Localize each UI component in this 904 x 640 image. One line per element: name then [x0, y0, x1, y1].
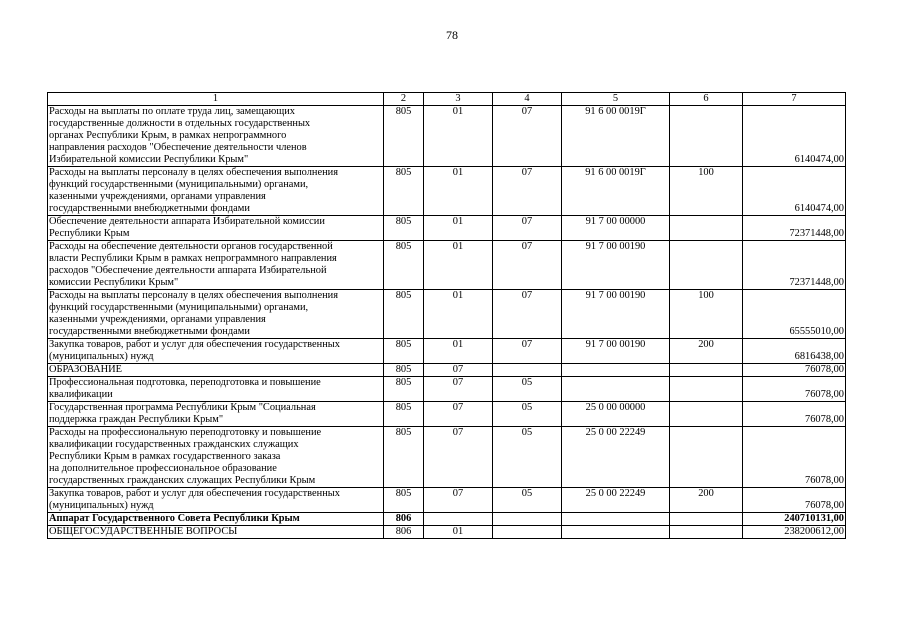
table-body: [48, 93, 846, 539]
cell-subsection-text: 07: [521, 167, 533, 178]
page-number: 78: [446, 28, 458, 42]
cell-subsection-text: 07: [521, 241, 533, 252]
cell-subsection: [493, 488, 562, 513]
cell-expense-type: [670, 216, 743, 241]
cell-subsection: [493, 364, 562, 377]
cell-subsection-text: 07: [521, 106, 533, 117]
table-row: [48, 290, 846, 339]
cell-expense-type: [670, 167, 743, 216]
cell-description-text: Аппарат Государственного Совета Республики Крым: [49, 513, 300, 524]
cell-description: [48, 402, 384, 427]
cell-amount: [743, 241, 846, 290]
cell-subsection: [493, 167, 562, 216]
table-row: [48, 526, 846, 539]
cell-section-text: 01: [452, 167, 464, 178]
cell-section-text: 07: [452, 402, 464, 413]
cell-ministry-code: [384, 167, 424, 216]
cell-section: [424, 241, 493, 290]
cell-amount-text: 76078,00: [805, 475, 844, 486]
table-row: [48, 377, 846, 402]
cell-section: [424, 526, 493, 539]
cell-description-text: ОБЩЕГОСУДАРСТВЕННЫЕ ВОПРОСЫ: [49, 526, 238, 537]
cell-expense-type-text: 100: [698, 167, 714, 178]
cell-expense-type: [670, 339, 743, 364]
cell-ministry-code: [384, 216, 424, 241]
cell-ministry-code-text: 805: [395, 106, 412, 117]
table-row: [48, 216, 846, 241]
cell-target-article-text: 91 7 00 00190: [585, 241, 646, 252]
cell-section-text: 07: [452, 377, 464, 388]
cell-expense-type: [670, 377, 743, 402]
cell-ministry-code: [384, 402, 424, 427]
cell-amount: [743, 290, 846, 339]
table-row: [48, 488, 846, 513]
cell-amount-text: 72371448,00: [789, 228, 844, 239]
cell-amount: [743, 488, 846, 513]
cell-target-article-text: 25 0 00 00000: [585, 402, 646, 413]
cell-description-text: Расходы на обеспечение деятельности органов государственной власти Республики Крым в рамках непрограммного направления расходов "Обеспечение деятельности аппарата Избирательной комиссии Республики Крым": [49, 241, 337, 288]
cell-amount-text: 65555010,00: [789, 326, 844, 337]
cell-ministry-code: [384, 106, 424, 167]
cell-subsection-text: 05: [521, 402, 533, 413]
cell-section: [424, 513, 493, 526]
header-col-7: 7: [743, 93, 846, 106]
cell-section: [424, 106, 493, 167]
cell-amount: [743, 427, 846, 488]
cell-amount: [743, 377, 846, 402]
table-row: [48, 402, 846, 427]
header-col-4: 4: [493, 93, 562, 106]
cell-ministry-code-text: 805: [395, 402, 412, 413]
cell-target-article: [562, 364, 670, 377]
cell-amount-text: 240710131,00: [784, 513, 844, 524]
cell-section: [424, 427, 493, 488]
table-row: [48, 364, 846, 377]
cell-section: [424, 402, 493, 427]
cell-subsection-text: 05: [521, 377, 533, 388]
cell-ministry-code-text: 805: [395, 167, 412, 178]
cell-section: [424, 488, 493, 513]
cell-description-text: Расходы на выплаты по оплате труда лиц, замещающих государственные должности в отдельных государственных органах Республики Крым, в рамках непрограммного направления расходов "Обеспечение деятельности членов Избирательной комиссии Республики Крым": [49, 106, 311, 165]
cell-description: [48, 488, 384, 513]
cell-subsection: [493, 241, 562, 290]
cell-expense-type: [670, 290, 743, 339]
cell-section: [424, 377, 493, 402]
cell-ministry-code-text: 805: [395, 290, 412, 301]
cell-ministry-code: [384, 488, 424, 513]
budget-table: [47, 92, 846, 539]
cell-target-article: [562, 526, 670, 539]
cell-amount: [743, 402, 846, 427]
cell-amount-text: 72371448,00: [789, 277, 844, 288]
cell-ministry-code: [384, 427, 424, 488]
cell-ministry-code-text: 805: [395, 216, 412, 227]
cell-description-text: Профессиональная подготовка, переподготовка и повышение квалификации: [49, 377, 321, 400]
cell-section-text: 01: [452, 290, 464, 301]
cell-expense-type: [670, 402, 743, 427]
cell-section: [424, 167, 493, 216]
cell-section-text: 01: [452, 106, 464, 117]
cell-ministry-code-text: 805: [395, 339, 412, 350]
cell-amount: [743, 106, 846, 167]
cell-section: [424, 364, 493, 377]
cell-subsection: [493, 402, 562, 427]
cell-target-article: [562, 377, 670, 402]
cell-target-article-text: 91 7 00 00000: [585, 216, 646, 227]
cell-amount: [743, 364, 846, 377]
cell-ministry-code-text: 805: [395, 241, 412, 252]
cell-target-article: [562, 106, 670, 167]
cell-amount: [743, 339, 846, 364]
cell-section-text: 01: [452, 526, 464, 537]
cell-ministry-code-text: 805: [395, 427, 412, 438]
cell-subsection-text: 05: [521, 427, 533, 438]
cell-target-article: [562, 241, 670, 290]
cell-expense-type-text: 100: [698, 290, 714, 301]
cell-ministry-code: [384, 364, 424, 377]
cell-expense-type: [670, 513, 743, 526]
cell-description-text: Расходы на выплаты персоналу в целях обеспечения выполнения функций государственными (муниципальными) органами, казенными учреждениями, органами управления государственными внебюджетными фондами: [49, 290, 338, 337]
cell-section-text: 07: [452, 427, 464, 438]
cell-ministry-code-text: 806: [395, 526, 412, 537]
cell-section: [424, 339, 493, 364]
cell-target-article: [562, 290, 670, 339]
cell-amount: [743, 216, 846, 241]
cell-section-text: 07: [452, 364, 464, 375]
cell-subsection: [493, 339, 562, 364]
cell-description: [48, 364, 384, 377]
cell-target-article-text: 91 6 00 0019Г: [585, 106, 646, 117]
cell-section-text: 07: [452, 488, 464, 499]
cell-amount-text: 76078,00: [805, 389, 844, 400]
cell-section: [424, 216, 493, 241]
cell-ministry-code-text: 805: [395, 488, 412, 499]
table-row: [48, 106, 846, 167]
cell-expense-type: [670, 106, 743, 167]
cell-target-article: [562, 427, 670, 488]
cell-target-article-text: 25 0 00 22249: [585, 488, 646, 499]
cell-ministry-code: [384, 339, 424, 364]
cell-ministry-code: [384, 377, 424, 402]
table-row: [48, 513, 846, 526]
cell-subsection: [493, 526, 562, 539]
cell-subsection: [493, 513, 562, 526]
cell-description: [48, 216, 384, 241]
table-row: [48, 427, 846, 488]
cell-expense-type: [670, 364, 743, 377]
cell-description-text: Обеспечение деятельности аппарата Избирательной комиссии Республики Крым: [49, 216, 325, 239]
cell-amount-text: 76078,00: [805, 500, 844, 511]
cell-ministry-code: [384, 241, 424, 290]
cell-amount-text: 6140474,00: [794, 203, 844, 214]
cell-ministry-code-text: 805: [395, 364, 412, 375]
header-col-6: 6: [670, 93, 743, 106]
cell-amount-text: 238200612,00: [784, 526, 844, 537]
cell-subsection-text: 07: [521, 339, 533, 350]
cell-expense-type-text: 200: [698, 339, 714, 350]
cell-target-article: [562, 167, 670, 216]
cell-ministry-code: [384, 526, 424, 539]
cell-subsection: [493, 106, 562, 167]
cell-ministry-code-text: 806: [395, 513, 412, 524]
cell-description: [48, 167, 384, 216]
cell-description: [48, 339, 384, 364]
cell-expense-type: [670, 488, 743, 513]
cell-target-article-text: 91 6 00 0019Г: [585, 167, 646, 178]
cell-target-article: [562, 402, 670, 427]
cell-ministry-code: [384, 290, 424, 339]
cell-expense-type: [670, 241, 743, 290]
cell-description: [48, 377, 384, 402]
table-row: [48, 241, 846, 290]
cell-description-text: Государственная программа Республики Крым "Социальная поддержка граждан Республики Крым": [49, 402, 316, 425]
cell-amount: [743, 513, 846, 526]
table-row: [48, 339, 846, 364]
cell-subsection-text: 07: [521, 290, 533, 301]
cell-description: [48, 427, 384, 488]
header-col-2: 2: [384, 93, 424, 106]
table-header-row: [48, 93, 846, 106]
header-col-3: 3: [424, 93, 493, 106]
cell-description-text: Расходы на выплаты персоналу в целях обеспечения выполнения функций государственными (муниципальными) органами, казенными учреждениями, органами управления государственными внебюджетными фондами: [49, 167, 338, 214]
cell-subsection: [493, 216, 562, 241]
header-col-1: 1: [48, 93, 384, 106]
cell-description: [48, 526, 384, 539]
cell-subsection: [493, 377, 562, 402]
cell-description: [48, 513, 384, 526]
cell-target-article-text: 91 7 00 00190: [585, 290, 646, 301]
cell-subsection: [493, 427, 562, 488]
cell-description: [48, 290, 384, 339]
cell-target-article: [562, 216, 670, 241]
cell-target-article-text: 25 0 00 22249: [585, 427, 646, 438]
cell-section-text: 01: [452, 241, 464, 252]
cell-amount-text: 6140474,00: [794, 154, 844, 165]
cell-target-article: [562, 339, 670, 364]
cell-amount-text: 76078,00: [805, 364, 844, 375]
cell-target-article: [562, 513, 670, 526]
cell-description-text: Закупка товаров, работ и услуг для обеспечения государственных (муниципальных) нужд: [49, 488, 340, 511]
cell-section-text: 01: [452, 339, 464, 350]
cell-section: [424, 290, 493, 339]
table-row: [48, 167, 846, 216]
cell-expense-type: [670, 427, 743, 488]
cell-description: [48, 241, 384, 290]
cell-subsection-text: 07: [521, 216, 533, 227]
cell-description-text: Расходы на профессиональную переподготовку и повышение квалификации государственных гражданских служащих Республики Крым в рамках государственного заказа на дополнительное профессиональное образование государственных гражданских служащих Республики Крым: [49, 427, 322, 486]
cell-amount: [743, 526, 846, 539]
cell-amount-text: 6816438,00: [794, 351, 844, 362]
cell-description: [48, 106, 384, 167]
cell-description-text: ОБРАЗОВАНИЕ: [49, 364, 123, 375]
cell-description-text: Закупка товаров, работ и услуг для обеспечения государственных (муниципальных) нужд: [49, 339, 340, 362]
cell-subsection-text: 05: [521, 488, 533, 499]
cell-target-article: [562, 488, 670, 513]
cell-amount: [743, 167, 846, 216]
cell-ministry-code-text: 805: [395, 377, 412, 388]
cell-expense-type: [670, 526, 743, 539]
cell-section-text: 01: [452, 216, 464, 227]
cell-ministry-code: [384, 513, 424, 526]
cell-expense-type-text: 200: [698, 488, 714, 499]
cell-subsection: [493, 290, 562, 339]
header-col-5: 5: [562, 93, 670, 106]
cell-target-article-text: 91 7 00 00190: [585, 339, 646, 350]
cell-amount-text: 76078,00: [805, 414, 844, 425]
